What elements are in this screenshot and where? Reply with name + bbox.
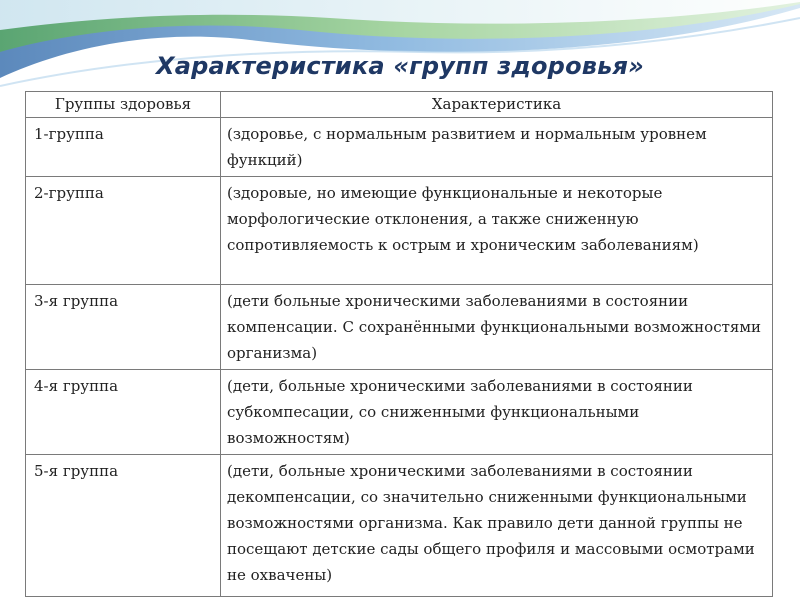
slide-title: Характеристика «групп здоровья» — [156, 52, 644, 80]
table-row — [26, 177, 773, 285]
column-header-groups: Группы здоровья — [26, 92, 221, 118]
description-cell: (дети, больные хроническими заболеваниями в состоянии декомпенсации, со значительно сниженными функциональными возможностями организма. Как правило дети данной группы не посещают детские сады общего профиля и массовыми осмотрами не охвачены) — [221, 455, 773, 597]
group-cell: 3-я группа — [26, 285, 221, 370]
table-row — [26, 370, 773, 455]
table-row — [26, 285, 773, 370]
group-cell: 5-я группа — [26, 455, 221, 597]
health-groups-table-container — [25, 91, 772, 594]
description-cell: (дети, больные хроническими заболеваниями в состоянии субкомпесации, со сниженными функциональными возможностям) — [221, 370, 773, 455]
column-header-characteristic: Характеристика — [221, 92, 773, 118]
description-cell: (дети больные хроническими заболеваниями в состоянии компенсации. С сохранёнными функциональными возможностями организма) — [221, 285, 773, 370]
table-header-row — [26, 92, 773, 118]
group-cell: 4-я группа — [26, 370, 221, 455]
table-row — [26, 118, 773, 177]
group-cell: 2-группа — [26, 177, 221, 285]
health-groups-table — [25, 91, 773, 597]
description-cell: (здоровье, с нормальным развитием и нормальным уровнем функций) — [221, 118, 773, 177]
table-row — [26, 455, 773, 597]
description-cell: (здоровые, но имеющие функциональные и некоторые морфологические отклонения, а также сниженную сопротивляемость к острым и хроническим заболеваниям) — [221, 177, 773, 285]
group-cell: 1-группа — [26, 118, 221, 177]
